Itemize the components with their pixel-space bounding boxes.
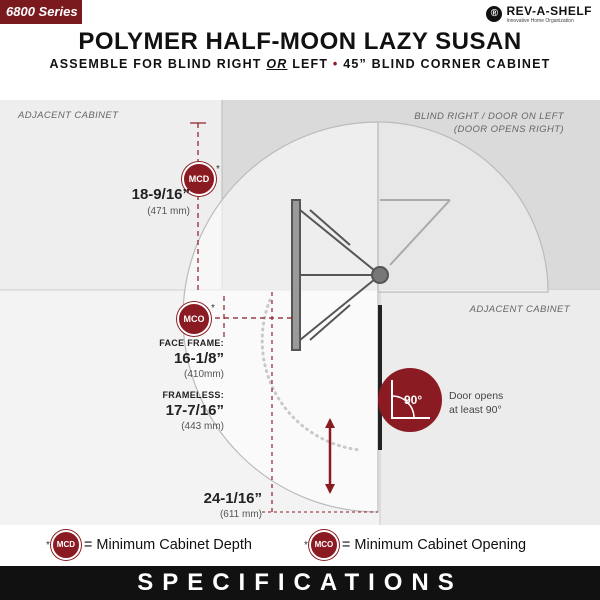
frameless-mm: (443 mm) [181, 421, 224, 432]
face-frame-label: FACE FRAME: [159, 338, 224, 348]
brand-logo [486, 4, 592, 24]
label-blind-right-line1: BLIND RIGHT / DOOR ON LEFT [414, 111, 564, 122]
door-note [449, 389, 503, 417]
brand-name: REV-A-SHELF [506, 4, 592, 18]
subtitle-part3: 45” BLIND CORNER CABINET [343, 57, 551, 71]
page-title: POLYMER HALF-MOON LAZY SUSAN [78, 28, 522, 55]
subtitle-or: OR [266, 57, 288, 71]
cabinet-door [378, 305, 382, 450]
subtitle-part2: LEFT [292, 57, 329, 71]
frameless-label: FRAMELESS: [162, 390, 224, 400]
series-badge: 6800 Series [0, 0, 82, 24]
legend-mcd-asterisk: * [46, 539, 50, 551]
door-note-line1: Door opens [449, 390, 504, 402]
legend-mco [304, 530, 526, 560]
face-frame-value: 16-1/8” [173, 350, 224, 367]
mcd-mm: (471 mm) [147, 206, 190, 217]
label-adjacent-cabinet-right: ADJACENT CABINET [469, 304, 570, 315]
subtitle-part1: ASSEMBLE FOR BLIND RIGHT [49, 57, 262, 71]
width-value: 24-1/16” [203, 490, 262, 507]
specifications-footer: SPECIFICATIONS [0, 566, 600, 600]
subtitle-bullet: • [332, 57, 339, 71]
brand-logo-icon: ® [486, 6, 502, 22]
label-blind-right-line2: (DOOR OPENS RIGHT) [453, 124, 564, 135]
legend-mco-text: = Minimum Cabinet Opening [341, 537, 527, 553]
label-blind-right [414, 110, 564, 136]
face-frame-mm: (410mm) [183, 369, 224, 380]
mcd-value: 18-9/16” [131, 186, 190, 203]
door-note-line2: at least 90° [449, 404, 502, 416]
frameless-value: 17-7/16” [165, 402, 224, 419]
mcd-asterisk: * [216, 164, 220, 175]
ninety-degree-label: 90° [404, 393, 423, 407]
mco-asterisk: * [211, 303, 215, 314]
label-adjacent-cabinet-top: ADJACENT CABINET [18, 110, 119, 121]
mcd-badge: MCD [182, 162, 216, 196]
width-mm: (611 mm) [219, 509, 262, 520]
legend-mco-badge: MCO [309, 530, 339, 560]
brand-tagline: Innovative Home Organization [506, 18, 574, 24]
legend-mcd-text: = Minimum Cabinet Depth [83, 537, 252, 553]
mco-badge: MCO [177, 302, 211, 336]
page-subtitle [0, 57, 600, 71]
legend-mcd-badge: MCD [51, 530, 81, 560]
legend-mcd [46, 530, 252, 560]
legend-mco-asterisk: * [304, 539, 308, 551]
